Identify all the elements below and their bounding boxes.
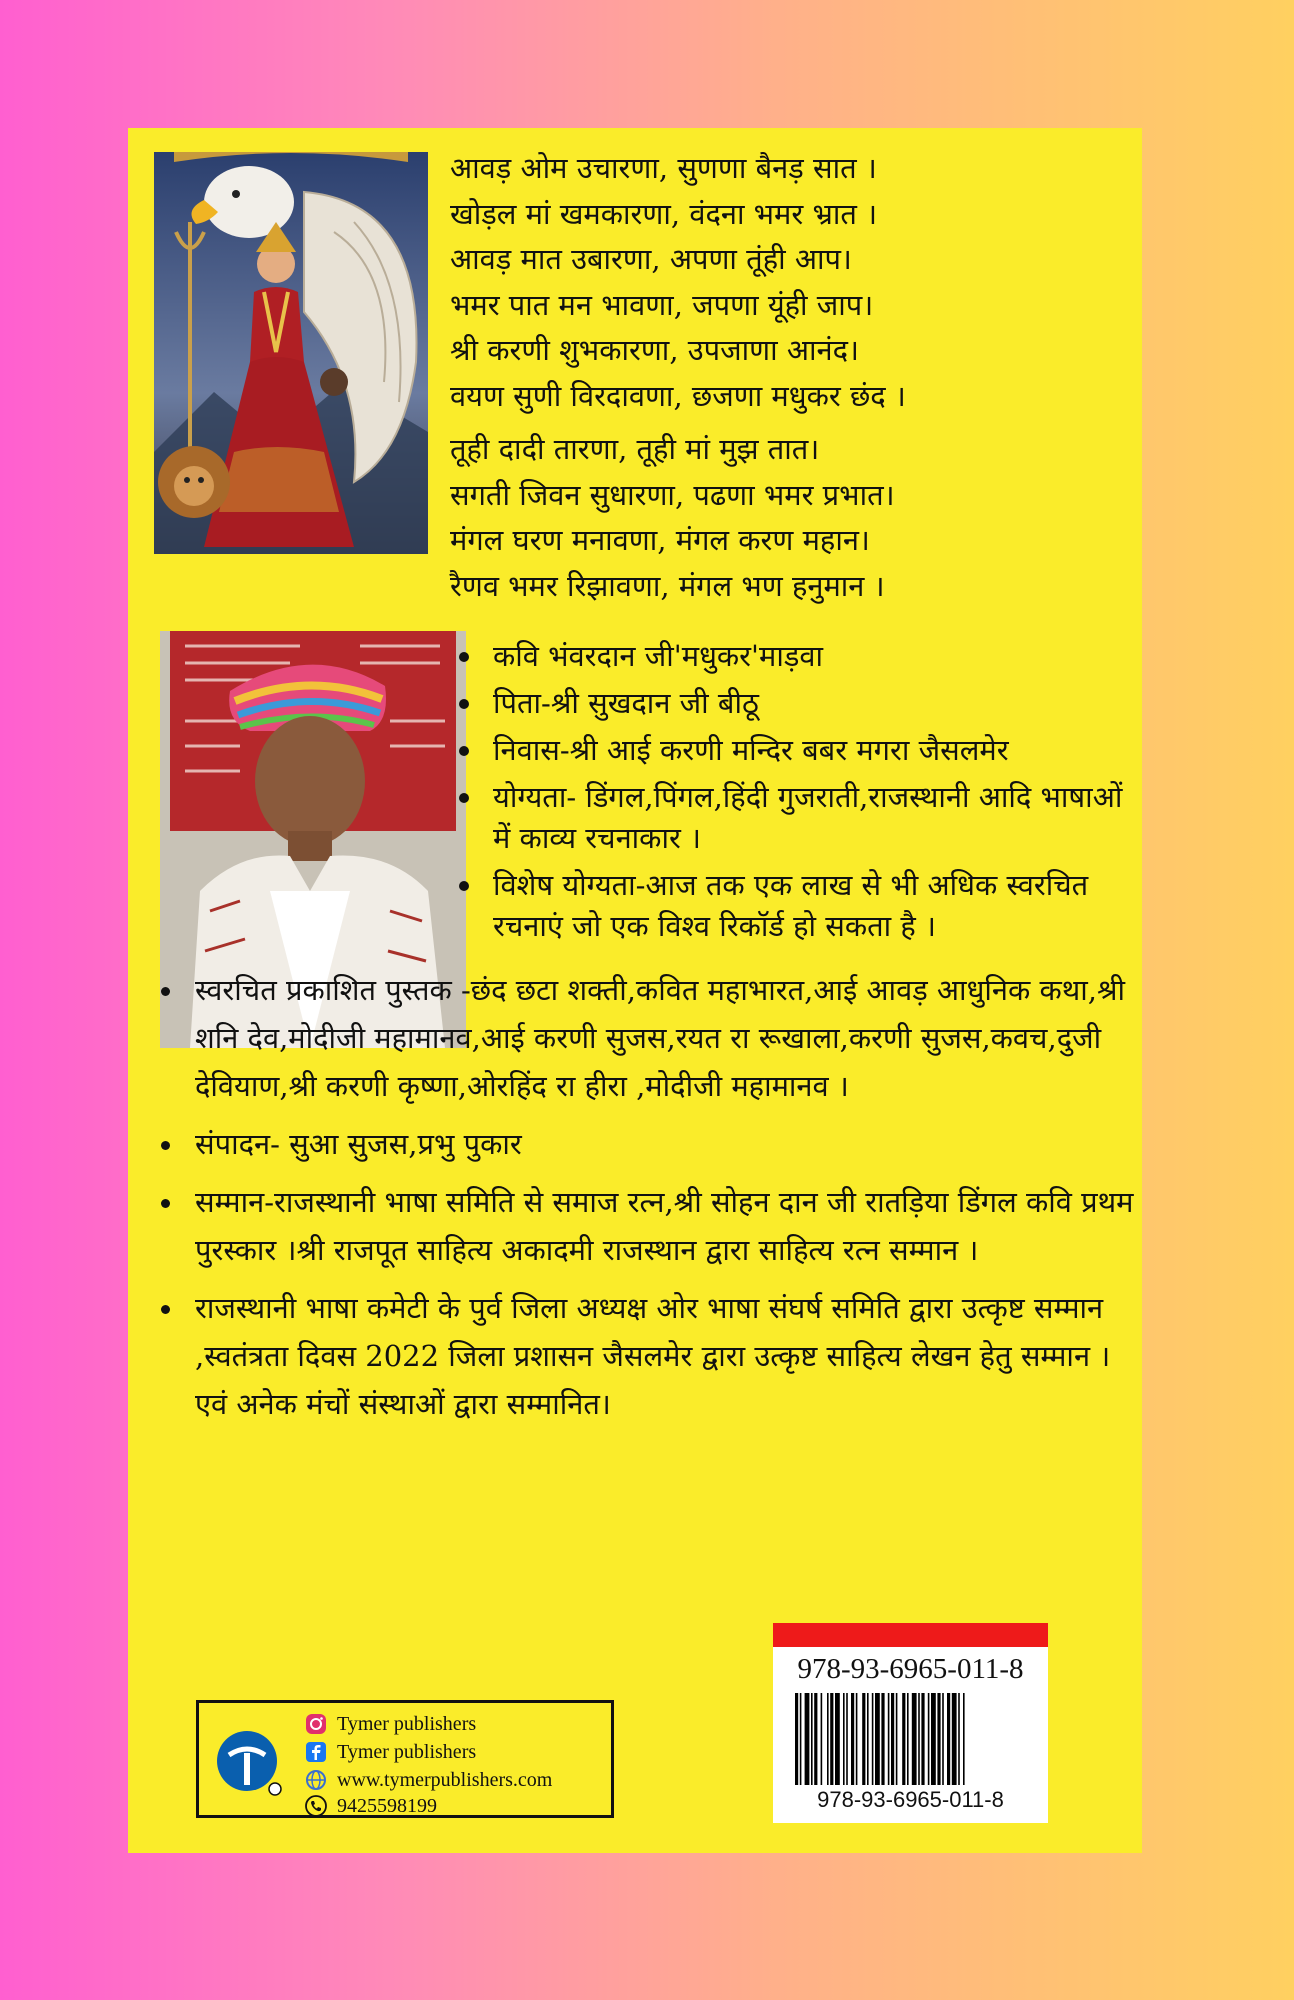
barcode-bar [958,1693,960,1785]
facebook-icon [305,1741,327,1763]
bio-item: पिता-श्री सुखदान जी बीठू [453,683,1133,724]
barcode-bar [846,1693,848,1785]
detail-item: स्वरचित प्रकाशित पुस्तक -छंद छटा शक्ती,कवित महाभारत,आई आवड़ आधुनिक कथा,श्री शनि देव,मोदीजी महामानव,आई करणी सुजस,रयत रा रूखाला,करणी सुजस,कवच,दुजी देवियाण,श्री करणी कृष्णा,ओरहिंद रा हीरा ,मोदीजी महामानव । [153,966,1138,1110]
barcode-bar [862,1693,865,1785]
facebook-row[interactable] [305,1737,476,1767]
barcode-bar [896,1693,898,1785]
barcode-bar [800,1693,802,1785]
verse-line: मंगल घरण मनावणा, मंगल करण महान। [450,523,870,557]
barcode-bar [795,1693,798,1785]
barcode-bar [851,1693,854,1785]
facebook-handle: Tymer publishers [337,1740,477,1763]
barcode-bar [881,1693,884,1785]
back-cover [128,128,1142,1853]
instagram-row[interactable] [305,1709,476,1739]
barcode-bar [805,1693,810,1785]
barcode-bar [937,1693,940,1785]
barcode-bar [867,1693,869,1785]
barcode-bar [902,1693,905,1785]
verse-line: खोड़ल मां खमकारणा, वंदना भमर भ्रात । [450,196,878,231]
verse-block [450,146,1130,609]
isbn-number-top: 978-93-6965-011-8 [797,1653,1024,1685]
verse-line: रैणव भमर रिझावणा, मंगल भण हनुमान । [450,568,885,603]
detail-item: राजस्थानी भाषा कमेटी के पुर्व जिला अध्यक्ष ओर भाषा संघर्ष समिति द्वारा उत्कृष्ट सम्मान ,स्वतंत्रता दिवस 2022 जिला प्रशासन जैसलमेर द्वारा उत्कृष्ट साहित्य लेखन हेतु सम्मान ।एवं अनेक मंचों संस्थाओं द्वारा सम्मानित। [153,1284,1138,1428]
verse-line: श्री करणी शुभकारणा, उपजाणा आनंद। [450,333,859,367]
barcode-bar [821,1693,823,1785]
achievements-list [153,966,1138,1438]
barcode-bar [888,1693,890,1785]
website-link[interactable]: www.tymerpublishers.com [337,1768,553,1791]
verse-line: तूही दादी तारणा, तूही मां मुझ तात। [450,432,820,466]
barcode-bar [875,1693,880,1785]
detail-item: संपादन- सुआ सुजस,प्रभु पुकार [153,1120,1138,1168]
barcode-bar [811,1693,813,1785]
verse-line: आवड़ ओम उचारणा, सुणणा बैनड़ सात । [450,151,877,185]
barcode-bar [830,1693,833,1785]
phone-row[interactable] [305,1791,437,1821]
barcode-bar [921,1693,924,1785]
barcode-bar [827,1693,829,1785]
bio-item: कवि भंवरदान जी'मधुकर'माड़वा [453,636,1133,677]
verse-line: सगती जिवन सुधारणा, पढणा भमर प्रभात। [450,477,895,512]
barcode-bar [918,1693,920,1785]
barcode-bar [872,1693,874,1785]
isbn-number-bottom: 978-93-6965-011-8 [817,1787,1004,1812]
barcode-bar [931,1693,936,1785]
barcode-bar [928,1693,930,1785]
barcode-bar [912,1693,917,1785]
globe-icon [305,1769,327,1791]
verse-line: वयण सुणी विरदावणा, छजणा मधुकर छंद । [450,378,906,413]
goddess-eagle-illustration [154,152,428,554]
poet-bio-list [453,636,1133,953]
instagram-handle: Tymer publishers [337,1712,477,1735]
barcode [795,1693,1025,1785]
phone-icon [305,1795,327,1817]
barcode-bar [835,1693,840,1785]
barcode-bar [963,1693,965,1785]
barcode-bar [814,1693,817,1785]
isbn-red-band [773,1623,1048,1647]
barcode-bar [942,1693,944,1785]
barcode-bar [856,1693,858,1785]
phone-number: 9425598199 [337,1794,437,1817]
publisher-info-box [196,1700,614,1818]
verse-line: भमर पात मन भावणा, जपणा यूंही जाप। [450,287,874,322]
instagram-icon [305,1713,327,1735]
barcode-bar [843,1693,845,1785]
bio-item: निवास-श्री आई करणी मन्दिर बबर मगरा जैसलमेर [453,730,1133,771]
detail-item: सम्मान-राजस्थानी भाषा समिति से समाज रत्न,श्री सोहन दान जी रातड़िया डिंगल कवि प्रथम पुरस्कार ।श्री राजपूत साहित्य अकादमी राजस्थान द्वारा साहित्य रत्न सम्मान । [153,1178,1138,1274]
isbn-barcode-block [773,1623,1048,1823]
bio-item: विशेष योग्यता-आज तक एक लाख से भी अधिक स्वरचित रचनाएं जो एक विश्व रिकॉर्ड हो सकता है । [453,865,1133,947]
bio-item: योग्यता- डिंगल,पिंगल,हिंदी गुजराती,राजस्थानी आदि भाषाओं में काव्य रचनाकार । [453,777,1133,859]
barcode-bar [952,1693,957,1785]
verse-line: आवड़ मात उबारणा, अपणा तूंही आप। [450,242,852,276]
barcode-bar [907,1693,909,1785]
barcode-bar [947,1693,950,1785]
barcode-bar [891,1693,894,1785]
publisher-logo [215,1729,283,1797]
